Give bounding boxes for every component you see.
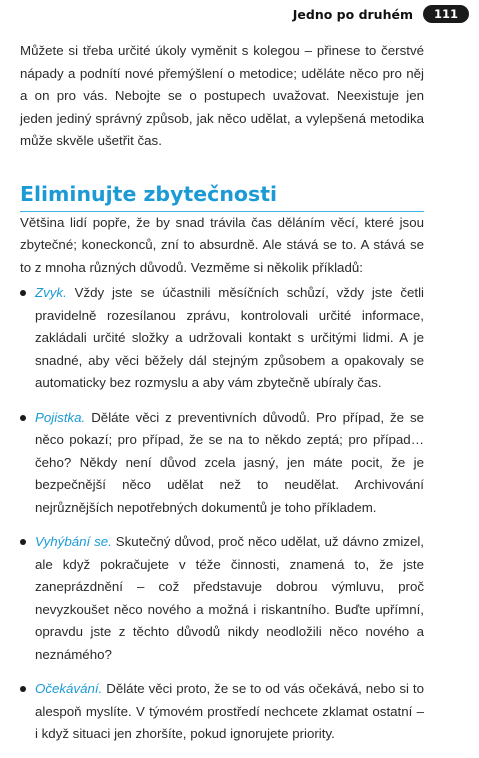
list-item-term: Očekávání.	[35, 681, 103, 696]
list-item-text: Vždy jste se účastnili měsíčních schůzí, vždy jste četli pravidelně rozesílanou zprávu, kontrolovali určité informace, zakládali určité složky a udržovali kontakt s určitými lidmi. A je snadné, aby věci běžely dál stejným způsobem a opakovaly se automaticky bez rozmyslu a aby vám zbytečně ubíraly čas.	[35, 285, 424, 390]
list-item-vyhybani	[20, 531, 424, 666]
example-list	[20, 282, 424, 746]
list-item-term: Zvyk.	[35, 285, 67, 300]
bullet-icon	[20, 539, 26, 545]
section-intro: Většina lidí popře, že by snad trávila čas děláním věcí, které jsou zbytečné; koneckonců, zní to absurdně. Ale stává se to. A stává se to z mnoha různých důvodů. Vezměme si několik příkladů:	[20, 214, 424, 275]
page-number: 111	[423, 5, 469, 23]
running-head	[293, 4, 469, 24]
bullet-icon	[20, 686, 26, 692]
list-item-term: Vyhýbání se.	[35, 534, 112, 549]
list-item-zvyk	[20, 282, 424, 395]
list-item-pojistka	[20, 407, 424, 520]
list-item-text: Skutečný důvod, proč něco udělat, už dávno zmizel, ale když pokračujete v téže činnosti, znamená to, že jste zaneprázdnění – což představuje dobrou výmluvu, proč nevyzkoušet něco nového a možná i riskantního. Buďte upřímní, opravdu jste z těchto důvodů nikdy neodložili něco nového a neznámého?	[35, 534, 424, 662]
chapter-title: Jedno po druhém	[292, 6, 413, 22]
list-item-ocekavani	[20, 678, 424, 746]
bullet-icon	[20, 290, 26, 296]
list-item-text: Děláte věci z preventivních důvodů. Pro případ, že se něco pokazí; pro případ, že se na to někdo zeptá; pro případ… čeho? Někdy není důvod zcela jasný, jen máte pocit, že je bezpečnější něco udělat než to neudělat. Archivování nejrůznějších nepotřebných dokumentů je toho příkladem.	[35, 409, 424, 515]
bullet-icon	[20, 415, 26, 421]
section-heading: Eliminujte zbytečnosti	[20, 180, 424, 212]
list-item-text: Děláte věci proto, že se to od vás očekává, nebo si to alespoň myslíte. V týmovém prostředí nechcete zklamat ostatní – i když situaci jen zhoršíte, pokud ignorujete priority.	[35, 681, 424, 741]
paragraph-top: Můžete si třeba určité úkoly vyměnit s kolegou – přinese to čerstvé nápady a podnítí nové přemýšlení o metodice; uděláte něco pro něj a on pro vás. Nebojte se o postupech uvažovat. Neexistuje jen jeden jediný správný způsob, jak něco udělat, a vylepšená metodika může skvěle ušetřit čas.	[20, 43, 424, 148]
list-item-term: Pojistka.	[35, 409, 86, 425]
page-content	[20, 40, 424, 758]
